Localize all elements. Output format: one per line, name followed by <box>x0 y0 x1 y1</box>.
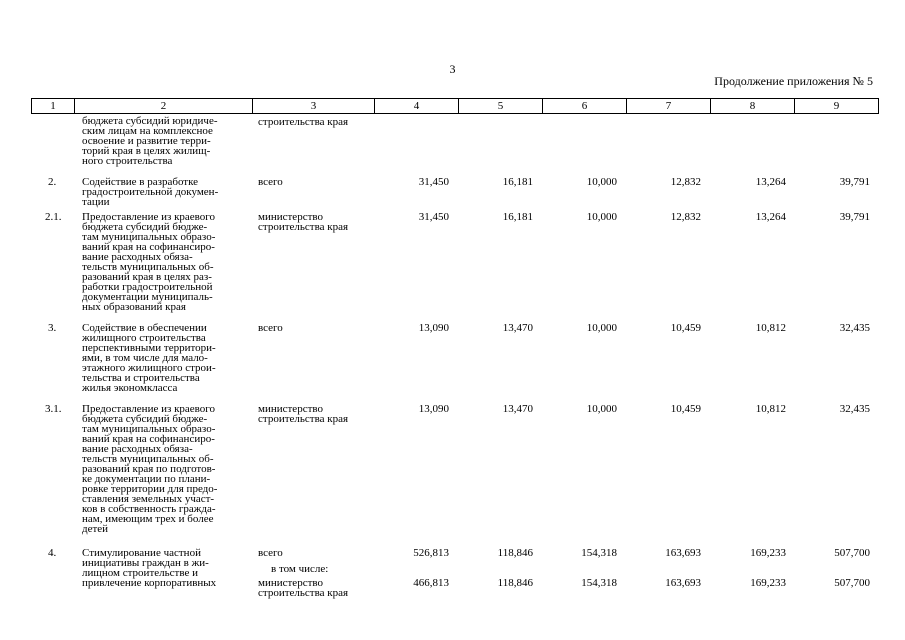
value-cell: 466,813 <box>413 577 449 589</box>
value-cell: 13,264 <box>755 211 786 223</box>
row-number: 2.1. <box>45 211 62 223</box>
value-cell: 10,000 <box>586 403 617 415</box>
row-number: 2. <box>48 176 57 188</box>
value-cell: 12,832 <box>670 176 701 188</box>
row-source-label: всего <box>258 547 283 559</box>
value-cell: 10,000 <box>586 322 617 334</box>
column-header-4: 4 <box>375 99 459 114</box>
value-cell: 507,700 <box>834 577 870 589</box>
row-source-label: всего <box>258 176 283 188</box>
column-header-6: 6 <box>543 99 627 114</box>
row-description: Предоставление из краевого бюджета субсидий бюдже- там муниципальных образо- ваний края на софинансиро- вание расходных обяза- тельств муниципальных об- разований края по подготов- ке документации по плани- ровке территории для предо- ставления земельных участ- ков в собственность гражда- нам, имеющим трех и более детей <box>82 403 218 535</box>
value-cell: 154,318 <box>581 577 617 589</box>
value-cell: 16,181 <box>502 176 533 188</box>
value-cell: 10,000 <box>586 176 617 188</box>
value-cell: 118,846 <box>497 577 533 589</box>
value-cell: 16,181 <box>502 211 533 223</box>
value-cell: 10,812 <box>755 403 786 415</box>
value-cell: 13,090 <box>418 322 449 334</box>
value-cell: 118,846 <box>497 547 533 559</box>
value-cell: 13,470 <box>502 403 533 415</box>
row-source-label: всего <box>258 322 283 334</box>
value-cell: 32,435 <box>839 403 870 415</box>
value-cell: 12,832 <box>670 211 701 223</box>
column-header-1: 1 <box>32 99 75 114</box>
column-header-8: 8 <box>711 99 795 114</box>
continuation-label: Продолжение приложения № 5 <box>714 74 873 88</box>
value-cell: 39,791 <box>839 211 870 223</box>
value-cell: 154,318 <box>581 547 617 559</box>
value-cell: 10,459 <box>670 322 701 334</box>
row-source-label: министерство строительства края <box>258 403 349 425</box>
page-number: 3 <box>449 62 456 76</box>
value-cell: 526,813 <box>413 547 449 559</box>
column-header-7: 7 <box>627 99 711 114</box>
column-header-5: 5 <box>459 99 543 114</box>
value-cell: 169,233 <box>750 577 786 589</box>
value-cell: 10,000 <box>586 211 617 223</box>
column-header-row <box>31 98 879 114</box>
value-cell: 163,693 <box>665 547 701 559</box>
value-cell: 13,264 <box>755 176 786 188</box>
column-header-3: 3 <box>253 99 375 114</box>
column-header-2: 2 <box>75 99 253 114</box>
value-cell: 31,450 <box>418 176 449 188</box>
row-description: Содействие в разработке градостроительной докумен- тации <box>82 176 219 208</box>
row-description: Содействие в обеспечении жилищного строительства перспективными территори- ями, в том числе для мало- этажного жилищного строи- тельства и строительства жилья экономкласса <box>82 322 216 394</box>
column-header-9: 9 <box>795 99 879 114</box>
row-description: Предоставление из краевого бюджета субсидий бюдже- там муниципальных образо- ваний края на софинансиро- вание расходных обяза- тельств муниципальных об- разований края в целях раз- работки градостроительной документации муниципаль- ных образований края <box>82 211 216 313</box>
value-cell: 163,693 <box>665 577 701 589</box>
value-cell: 10,459 <box>670 403 701 415</box>
row-source-label: в том числе: <box>271 563 329 575</box>
value-cell: 13,470 <box>502 322 533 334</box>
value-cell: 13,090 <box>418 403 449 415</box>
value-cell: 39,791 <box>839 176 870 188</box>
row-source-label: министерство строительства края <box>258 577 349 599</box>
row-number: 4. <box>48 547 57 559</box>
value-cell: 32,435 <box>839 322 870 334</box>
row-number: 3.1. <box>45 403 62 415</box>
value-cell: 169,233 <box>750 547 786 559</box>
value-cell: 31,450 <box>418 211 449 223</box>
value-cell: 507,700 <box>834 547 870 559</box>
row-description: Стимулирование частной инициативы граждан в жи- лищном строительстве и привлечение корпоративных <box>82 547 217 589</box>
value-cell: 10,812 <box>755 322 786 334</box>
row-source-label: строительства края <box>258 116 349 128</box>
row-description: бюджета субсидий юридиче- ским лицам на комплексное освоение и развитие терри- торий края в целях жилищ- ного строительства <box>82 115 218 167</box>
row-number: 3. <box>48 322 57 334</box>
row-source-label: министерство строительства края <box>258 211 349 233</box>
